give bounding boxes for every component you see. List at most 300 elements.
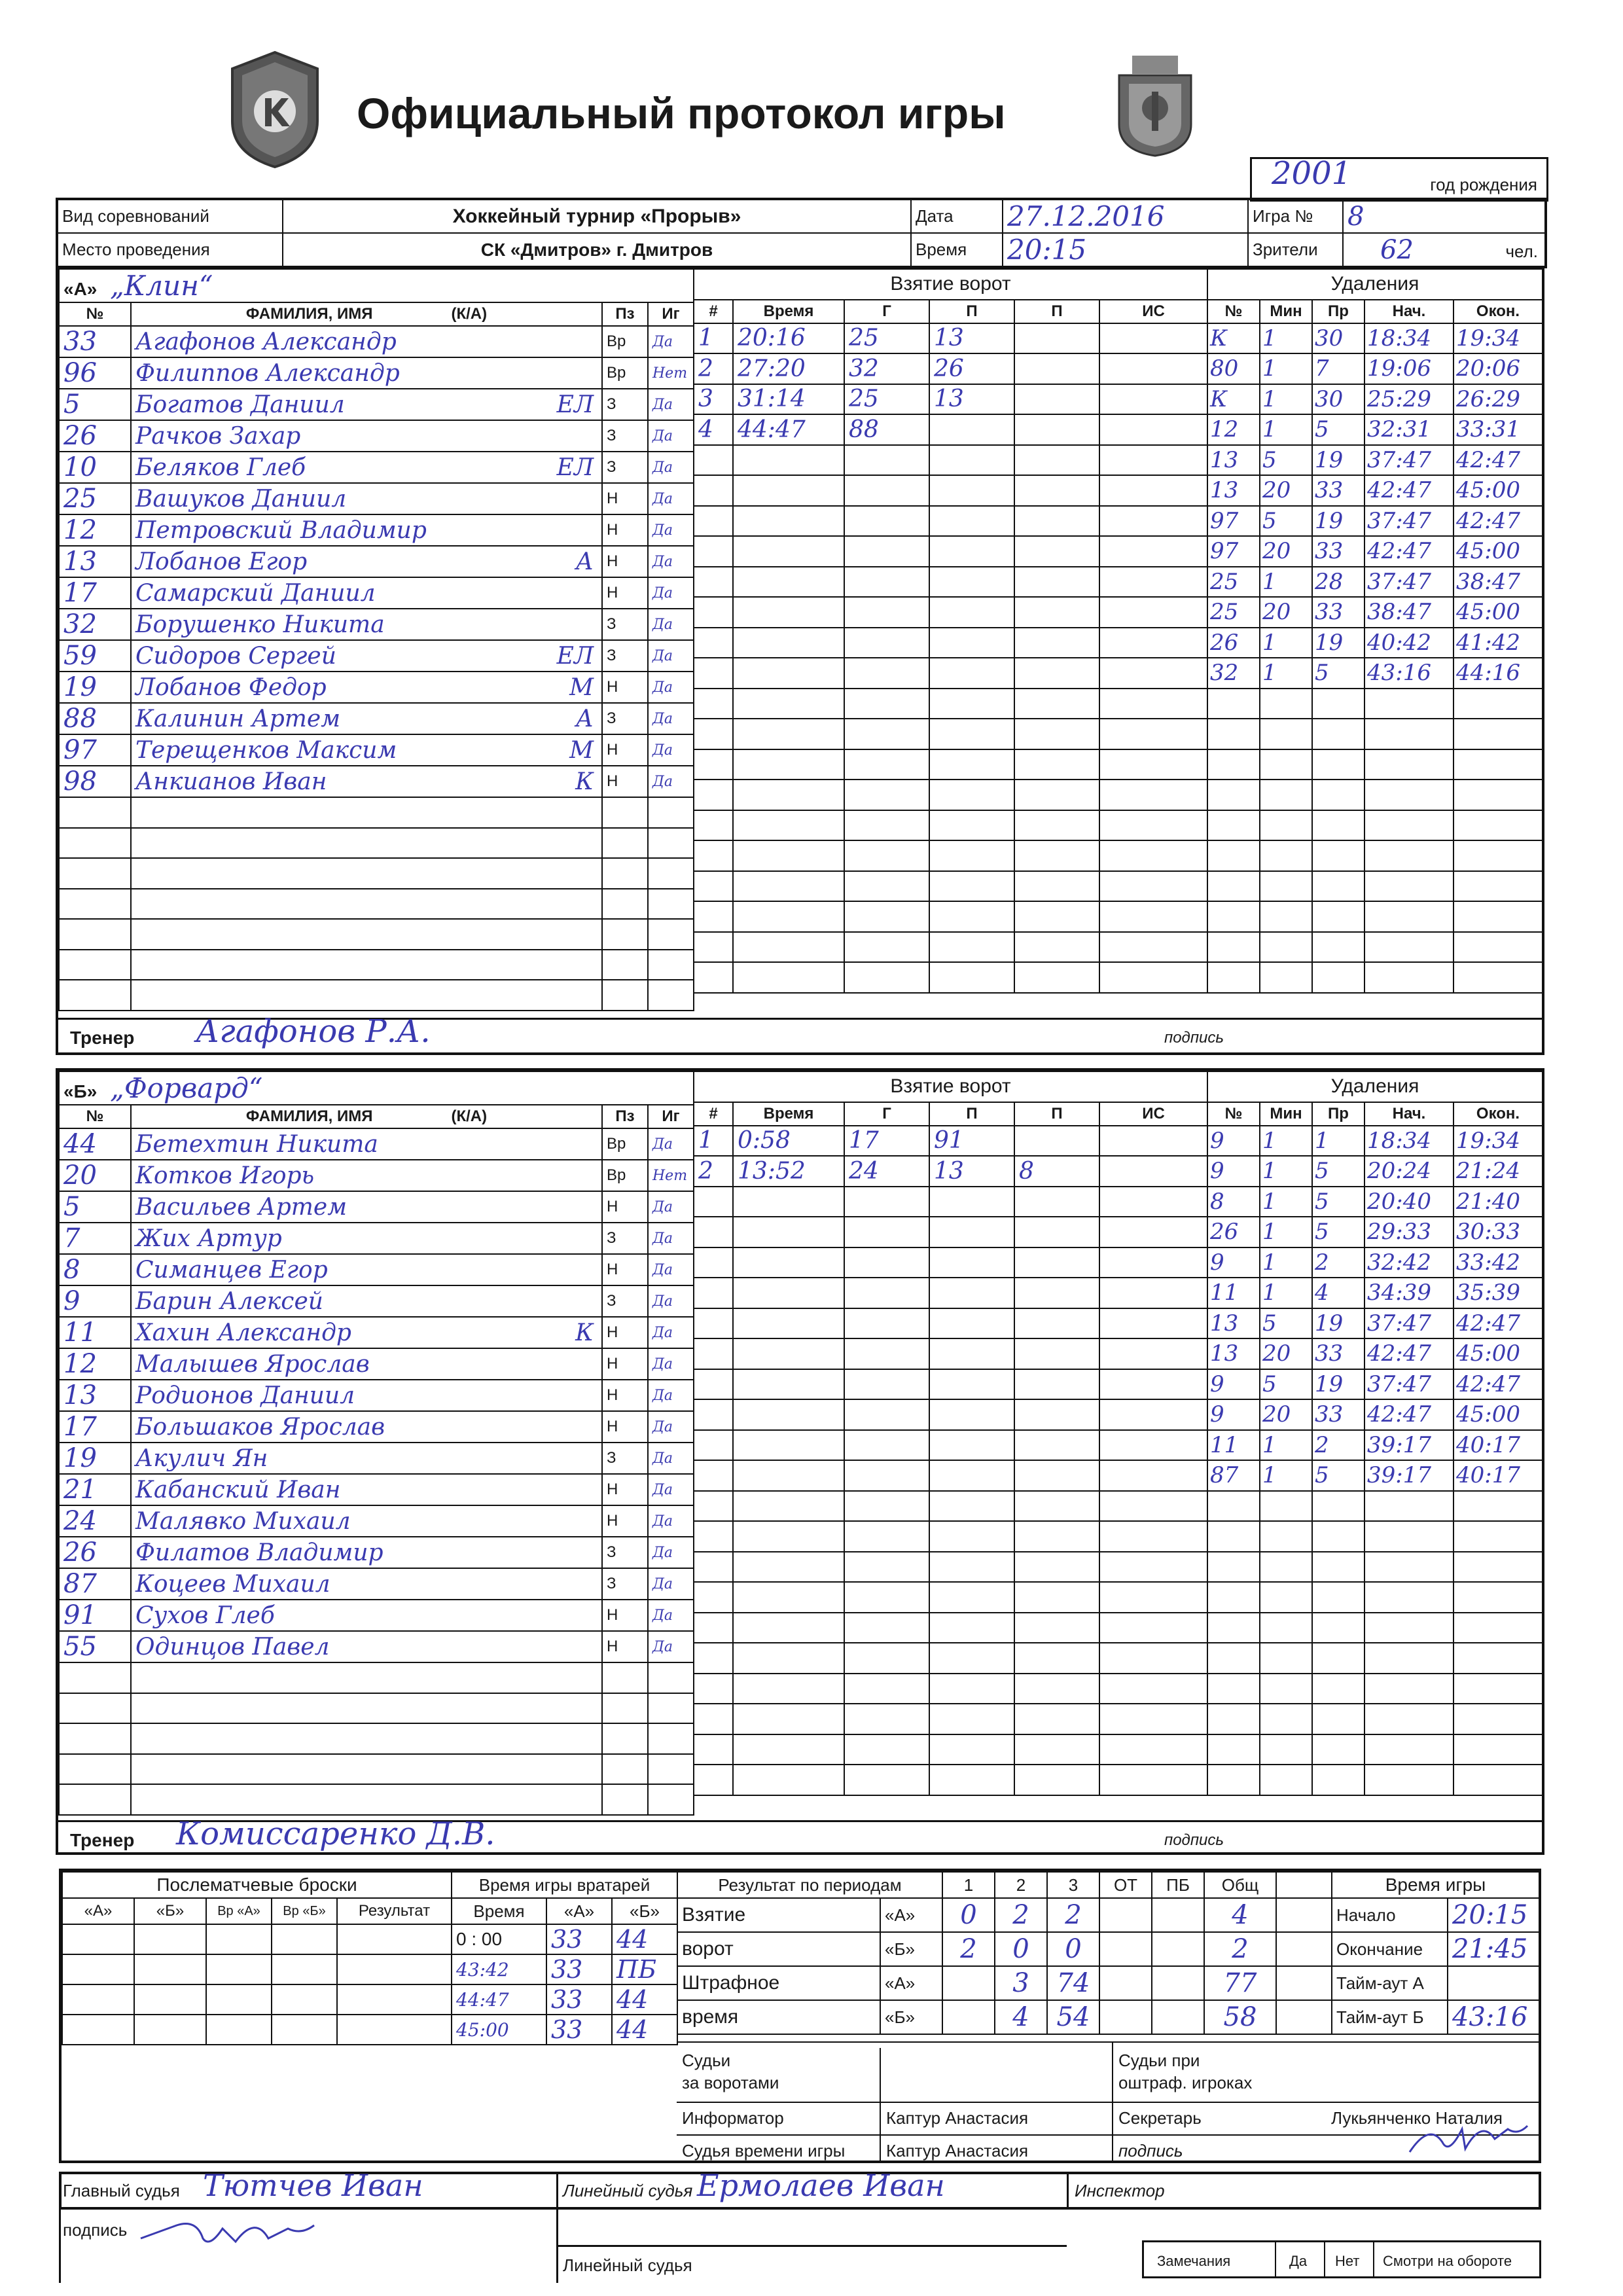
- player-position: [602, 919, 648, 950]
- penalty-no: 8: [1207, 1187, 1260, 1217]
- penalty-no: [1207, 1765, 1260, 1795]
- player-name: Барин Алексей: [135, 1287, 323, 1315]
- player-number: 12: [59, 514, 131, 546]
- goal-n: [694, 445, 733, 476]
- team-b-goal-row: [694, 1674, 1207, 1704]
- goal-p1: [929, 871, 1014, 902]
- goal-time: [733, 658, 844, 689]
- player-position: З: [602, 452, 648, 483]
- goal-is: [1099, 628, 1207, 658]
- player-name-cell: [131, 1160, 602, 1191]
- goal-n: 1: [694, 1126, 733, 1157]
- player-name: Калинин Артем: [135, 705, 341, 732]
- team-b-player-row: [59, 1348, 694, 1380]
- penalty-pr: [1312, 840, 1364, 871]
- period-value: 2: [995, 1898, 1047, 1932]
- player-number: 19: [59, 672, 131, 703]
- timekeeper-value: Каптур Анастасия: [886, 2141, 1029, 2161]
- player-name: Акулич Ян: [135, 1444, 268, 1472]
- penalty-start: 34:39: [1364, 1278, 1454, 1308]
- goal-is: [1099, 1521, 1207, 1552]
- goal-time: 44:47: [733, 414, 844, 445]
- player-name-cell: [131, 797, 602, 828]
- chief-ref-signature: [137, 2212, 321, 2251]
- remarks-yes: Да: [1289, 2253, 1308, 2269]
- penalty-min: [1260, 1765, 1312, 1795]
- spectators-label: Зрители: [1248, 233, 1343, 267]
- penalty-start: 20:24: [1364, 1156, 1454, 1187]
- goal-n: [694, 1187, 733, 1217]
- penalty-min: 1: [1260, 628, 1312, 658]
- player-number: 26: [59, 420, 131, 452]
- team-b-penalty-row: [1207, 1217, 1543, 1247]
- team-a-goal-row: [694, 384, 1207, 415]
- period-row: [677, 1898, 1381, 1932]
- secretary-signature-label: подпись: [1118, 2141, 1183, 2161]
- team-b-penalty-rows: [1207, 1126, 1543, 1795]
- team-a-goal-row: [694, 780, 1207, 810]
- penalty-min: 5: [1260, 1369, 1312, 1400]
- player-position: [602, 950, 648, 980]
- gk-b: 44: [612, 1984, 677, 2015]
- team-b-goal-rows: [694, 1126, 1207, 1795]
- penalty-pr: 19: [1312, 628, 1364, 658]
- period-value: 4: [995, 2000, 1047, 2034]
- shootout-col-gk-b: Вр «Б»: [272, 1898, 337, 1924]
- penalty-pr: [1312, 1704, 1364, 1734]
- player-number: 17: [59, 1411, 131, 1443]
- goal-p2: [1014, 475, 1099, 506]
- team-b-penalty-row: [1207, 1126, 1543, 1157]
- penalty-no: 13: [1207, 445, 1260, 476]
- goal-p1: [929, 1491, 1014, 1522]
- goal-g: [844, 1278, 929, 1308]
- penalty-min: 1: [1260, 1278, 1312, 1308]
- goal-g: [844, 871, 929, 902]
- penalty-min: 5: [1260, 506, 1312, 537]
- team-b-penalty-row: [1207, 1491, 1543, 1522]
- goal-p2: [1014, 1247, 1099, 1278]
- goal-n: [694, 871, 733, 902]
- team-a-goal-rows: [694, 323, 1207, 993]
- goal-time: [733, 810, 844, 841]
- team-a-player-row: [59, 389, 694, 420]
- team-b-player-row: [59, 1191, 694, 1223]
- timeout-b-value: 43:16: [1448, 2000, 1539, 2034]
- team-a-player-row: [59, 828, 694, 859]
- team-b-goal-row: [694, 1582, 1207, 1613]
- player-position: З: [602, 609, 648, 640]
- player-number: 21: [59, 1474, 131, 1505]
- goal-p1: [929, 840, 1014, 871]
- birth-year-label: год рождения: [1430, 175, 1537, 194]
- team-b-player-row: [59, 1411, 694, 1443]
- player-played: [648, 889, 694, 920]
- goal-g: [844, 1187, 929, 1217]
- gk-a: 33: [546, 1984, 612, 2015]
- penalty-no: 97: [1207, 536, 1260, 567]
- player-position: З: [602, 420, 648, 452]
- penalty-min: 1: [1260, 1430, 1312, 1461]
- penalty-min: [1260, 1491, 1312, 1522]
- player-role: М: [569, 673, 594, 701]
- goal-is: [1099, 1369, 1207, 1400]
- penalty-min: 1: [1260, 1187, 1312, 1217]
- player-position: Н: [602, 577, 648, 609]
- goal-g: 25: [844, 323, 929, 354]
- player-number: [59, 1662, 131, 1693]
- team-b-goal-row: [694, 1460, 1207, 1491]
- penalty-pr: 5: [1312, 658, 1364, 689]
- goal-n: [694, 1247, 733, 1278]
- goal-p1: [929, 1399, 1014, 1430]
- goal-p2: [1014, 1217, 1099, 1247]
- penalty-no: 87: [1207, 1460, 1260, 1491]
- period-results-table: [677, 1871, 1381, 2035]
- goal-is: [1099, 475, 1207, 506]
- penalty-min: 1: [1260, 658, 1312, 689]
- team-b-penalties-title: Удаления: [1207, 1071, 1543, 1102]
- team-b-penalty-row: [1207, 1734, 1543, 1765]
- goal-is: [1099, 384, 1207, 415]
- timekeeper-label: Судья времени игры: [682, 2141, 846, 2161]
- team-b-goal-row: [694, 1399, 1207, 1430]
- player-played: Да: [648, 609, 694, 640]
- player-name: Анкианов Иван: [135, 768, 327, 795]
- goal-p1: [929, 506, 1014, 537]
- goal-p2: [1014, 1704, 1099, 1734]
- goal-n: [694, 628, 733, 658]
- period-row-team: «А»: [880, 1898, 942, 1932]
- player-position: [602, 980, 648, 1011]
- penalty-no: 26: [1207, 1217, 1260, 1247]
- goal-is: [1099, 932, 1207, 963]
- goal-is: [1099, 1278, 1207, 1308]
- gk-time-table: [451, 1871, 678, 2045]
- goal-is: [1099, 445, 1207, 476]
- penalty-end: 45:00: [1454, 475, 1543, 506]
- gk-rows: [452, 1924, 677, 2045]
- player-name-cell: [131, 980, 602, 1011]
- goal-n: [694, 1674, 733, 1704]
- goal-p1: [929, 1308, 1014, 1339]
- player-name-cell: [131, 452, 602, 483]
- player-number: 5: [59, 389, 131, 420]
- penalty-pr: 30: [1312, 323, 1364, 354]
- penalty-pr: 5: [1312, 1156, 1364, 1187]
- player-played: [648, 980, 694, 1011]
- goal-p2: [1014, 1582, 1099, 1613]
- col-pen-pr: Пр: [1312, 300, 1364, 323]
- penalty-end: [1454, 840, 1543, 871]
- team-b-label: «Б»: [63, 1081, 98, 1102]
- player-played: Да: [648, 1348, 694, 1380]
- player-played: Да: [648, 546, 694, 577]
- goal-p1: [929, 1674, 1014, 1704]
- goal-p2: [1014, 323, 1099, 354]
- player-name-cell: [131, 389, 602, 420]
- penalty-start: [1364, 962, 1454, 993]
- gk-time: 0 : 00: [452, 1924, 546, 1954]
- period-col-2: 2: [995, 1872, 1047, 1898]
- period-value: 58: [1204, 2000, 1276, 2034]
- goal-p2: [1014, 810, 1099, 841]
- page-title: Официальный протокол игры: [357, 89, 1006, 137]
- team-a-goal-row: [694, 323, 1207, 354]
- goal-p1: [929, 628, 1014, 658]
- period-value: 2: [942, 1932, 995, 1966]
- penalty-pr: 33: [1312, 1338, 1364, 1369]
- team-a-penalty-row: [1207, 749, 1543, 780]
- gk-b: 44: [612, 1924, 677, 1954]
- player-name: Сидоров Сергей: [135, 642, 336, 670]
- goal-p1: [929, 536, 1014, 567]
- player-played: Да: [648, 1254, 694, 1285]
- team-b-coach-value: Комиссаренко Д.В.: [176, 1816, 495, 1852]
- team-b-goal-row: [694, 1156, 1207, 1187]
- goal-p2: [1014, 1734, 1099, 1765]
- goal-p1: [929, 810, 1014, 841]
- period-col-total: Общ: [1204, 1872, 1276, 1898]
- col-hash: #: [694, 300, 733, 323]
- penalty-judges-label-2: оштраф. игроках: [1118, 2073, 1253, 2092]
- penalty-no: 13: [1207, 1308, 1260, 1339]
- goal-p2: [1014, 1308, 1099, 1339]
- team-a-penalty-row: [1207, 871, 1543, 902]
- player-name-cell: [131, 828, 602, 859]
- team-b-player-row: [59, 1317, 694, 1348]
- team-a-goal-row: [694, 353, 1207, 384]
- goal-is: [1099, 658, 1207, 689]
- team-a-penalty-row: [1207, 810, 1543, 841]
- goal-n: [694, 901, 733, 932]
- goal-p2: [1014, 840, 1099, 871]
- team-b-player-row: [59, 1254, 694, 1285]
- goal-p2: [1014, 353, 1099, 384]
- penalty-start: [1364, 780, 1454, 810]
- goal-p1: [929, 1613, 1014, 1643]
- venue-value: СК «Дмитров» г. Дмитров: [283, 233, 911, 267]
- goal-time: [733, 901, 844, 932]
- penalty-no: [1207, 932, 1260, 963]
- goal-g: [844, 1521, 929, 1552]
- period-col-3: 3: [1047, 1872, 1099, 1898]
- penalty-pr: [1312, 689, 1364, 719]
- spectators-value: 62: [1380, 234, 1414, 265]
- player-number: [59, 1723, 131, 1754]
- penalty-start: [1364, 840, 1454, 871]
- col-pen-start: Нач.: [1364, 1102, 1454, 1126]
- player-name: Филиппов Александр: [135, 359, 400, 387]
- player-name-cell: [131, 1348, 602, 1380]
- goal-g: [844, 1491, 929, 1522]
- player-played: Да: [648, 1537, 694, 1568]
- goal-is: [1099, 1156, 1207, 1187]
- team-b-player-row: [59, 1723, 694, 1754]
- penalty-end: 20:06: [1454, 353, 1543, 384]
- player-played: Да: [648, 1380, 694, 1411]
- player-number: [59, 858, 131, 889]
- team-b-goal-row: [694, 1613, 1207, 1643]
- goal-p1: [929, 1734, 1014, 1765]
- team-b-player-rows: [59, 1128, 694, 1815]
- player-name-cell: [131, 1568, 602, 1600]
- period-value: [1099, 1898, 1152, 1932]
- player-position: Н: [602, 1474, 648, 1505]
- player-position: З: [602, 703, 648, 734]
- goal-is: [1099, 1187, 1207, 1217]
- goal-n: [694, 1460, 733, 1491]
- player-name-cell: [131, 577, 602, 609]
- col-ig: Иг: [648, 302, 694, 326]
- player-number: 8: [59, 1254, 131, 1285]
- penalty-no: 11: [1207, 1278, 1260, 1308]
- player-name: Беляков Глеб: [135, 454, 306, 481]
- goal-n: [694, 1521, 733, 1552]
- goal-g: [844, 1399, 929, 1430]
- chief-ref-value: Тютчев Иван: [203, 2168, 423, 2203]
- penalty-start: [1364, 1704, 1454, 1734]
- penalty-no: 26: [1207, 628, 1260, 658]
- player-position: З: [602, 1443, 648, 1474]
- penalty-end: [1454, 932, 1543, 963]
- goal-time: [733, 932, 844, 963]
- penalty-pr: [1312, 1491, 1364, 1522]
- team-b-roster: [58, 1071, 694, 1816]
- linesman-value-1: Ермолаев Иван: [697, 2168, 945, 2203]
- player-name-cell: [131, 1784, 602, 1815]
- player-name-cell: [131, 1505, 602, 1537]
- goal-n: [694, 749, 733, 780]
- goal-is: [1099, 901, 1207, 932]
- shootout-col-result: Результат: [337, 1898, 452, 1924]
- goal-p1: [929, 1460, 1014, 1491]
- goal-p1: [929, 1765, 1014, 1795]
- goal-time: [733, 1278, 844, 1308]
- col-pen-min: Мин: [1260, 300, 1312, 323]
- player-position: Н: [602, 1254, 648, 1285]
- player-name-cell: [131, 889, 602, 920]
- team-b-goal-row: [694, 1278, 1207, 1308]
- col-ka-text: (К/А): [451, 1107, 488, 1125]
- penalty-start: 37:47: [1364, 1308, 1454, 1339]
- player-number: 96: [59, 357, 131, 389]
- penalty-start: [1364, 1674, 1454, 1704]
- team-b-penalties: [1207, 1071, 1543, 1796]
- goal-g: [844, 1613, 929, 1643]
- goal-p1: [929, 1430, 1014, 1461]
- player-name: Петровский Владимир: [135, 516, 427, 544]
- team-a-player-row: [59, 672, 694, 703]
- team-a-player-row: [59, 326, 694, 357]
- spectators-cell: [1343, 233, 1546, 267]
- team-b-player-row: [59, 1443, 694, 1474]
- goal-is: [1099, 567, 1207, 598]
- player-position: Н: [602, 1631, 648, 1662]
- goal-p2: [1014, 1491, 1099, 1522]
- goal-p2: [1014, 901, 1099, 932]
- team-a-penalty-row: [1207, 597, 1543, 628]
- penalty-end: 42:47: [1454, 1308, 1543, 1339]
- gk-time: 45:00: [452, 2015, 546, 2045]
- goal-n: [694, 1491, 733, 1522]
- team-a-penalty-row: [1207, 506, 1543, 537]
- goal-time: [733, 1734, 844, 1765]
- player-played: Да: [648, 577, 694, 609]
- player-played: [648, 950, 694, 980]
- team-b-player-row: [59, 1568, 694, 1600]
- player-played: [648, 797, 694, 828]
- period-value: 2: [1047, 1898, 1099, 1932]
- goal-g: [844, 658, 929, 689]
- player-number: 5: [59, 1191, 131, 1223]
- team-a-goal-row: [694, 506, 1207, 537]
- gk-a: 33: [546, 1924, 612, 1954]
- team-a-coach-label: Тренер: [70, 1028, 135, 1048]
- penalty-start: 37:47: [1364, 1369, 1454, 1400]
- goal-n: [694, 1399, 733, 1430]
- player-name-cell: [131, 546, 602, 577]
- col-is: ИС: [1099, 300, 1207, 323]
- player-number: 98: [59, 766, 131, 797]
- player-played: Да: [648, 1474, 694, 1505]
- competition-value: Хоккейный турнир «Прорыв»: [283, 199, 911, 233]
- goal-time: [733, 1399, 844, 1430]
- goal-p1: [929, 1704, 1014, 1734]
- player-name: Филатов Владимир: [135, 1539, 383, 1566]
- player-number: [59, 1693, 131, 1724]
- player-position: Вр: [602, 326, 648, 357]
- team-a-player-row: [59, 357, 694, 389]
- penalty-end: 30:33: [1454, 1217, 1543, 1247]
- team-b-goal-row: [694, 1734, 1207, 1765]
- player-number: 13: [59, 1380, 131, 1411]
- goal-is: [1099, 1247, 1207, 1278]
- remarks-box: [1142, 2240, 1541, 2278]
- team-a-player-row: [59, 546, 694, 577]
- player-number: [59, 980, 131, 1011]
- player-position: З: [602, 1568, 648, 1600]
- goal-g: [844, 780, 929, 810]
- goal-p2: [1014, 1399, 1099, 1430]
- player-position: [602, 858, 648, 889]
- team-b-player-row: [59, 1128, 694, 1160]
- player-number: 97: [59, 734, 131, 766]
- penalty-min: [1260, 871, 1312, 902]
- penalty-pr: 7: [1312, 353, 1364, 384]
- player-played: Да: [648, 514, 694, 546]
- player-name-cell: [131, 640, 602, 672]
- goal-time: [733, 597, 844, 628]
- player-name-cell: [131, 1254, 602, 1285]
- col-pen-pr: Пр: [1312, 1102, 1364, 1126]
- goal-is: [1099, 1765, 1207, 1795]
- timeout-b-label: Тайм-аут Б: [1332, 2000, 1448, 2034]
- penalty-pr: [1312, 932, 1364, 963]
- player-played: Да: [648, 1600, 694, 1631]
- goal-p2: [1014, 780, 1099, 810]
- penalty-start: 42:47: [1364, 1338, 1454, 1369]
- player-number: [59, 919, 131, 950]
- team-a-goals-title: Взятие ворот: [694, 269, 1207, 300]
- team-a-goal-row: [694, 536, 1207, 567]
- player-position: [602, 1754, 648, 1785]
- goal-g: [844, 1765, 929, 1795]
- goal-g: [844, 719, 929, 749]
- penalty-min: [1260, 932, 1312, 963]
- goal-g: [844, 1247, 929, 1278]
- summary-section: [59, 1869, 1541, 2163]
